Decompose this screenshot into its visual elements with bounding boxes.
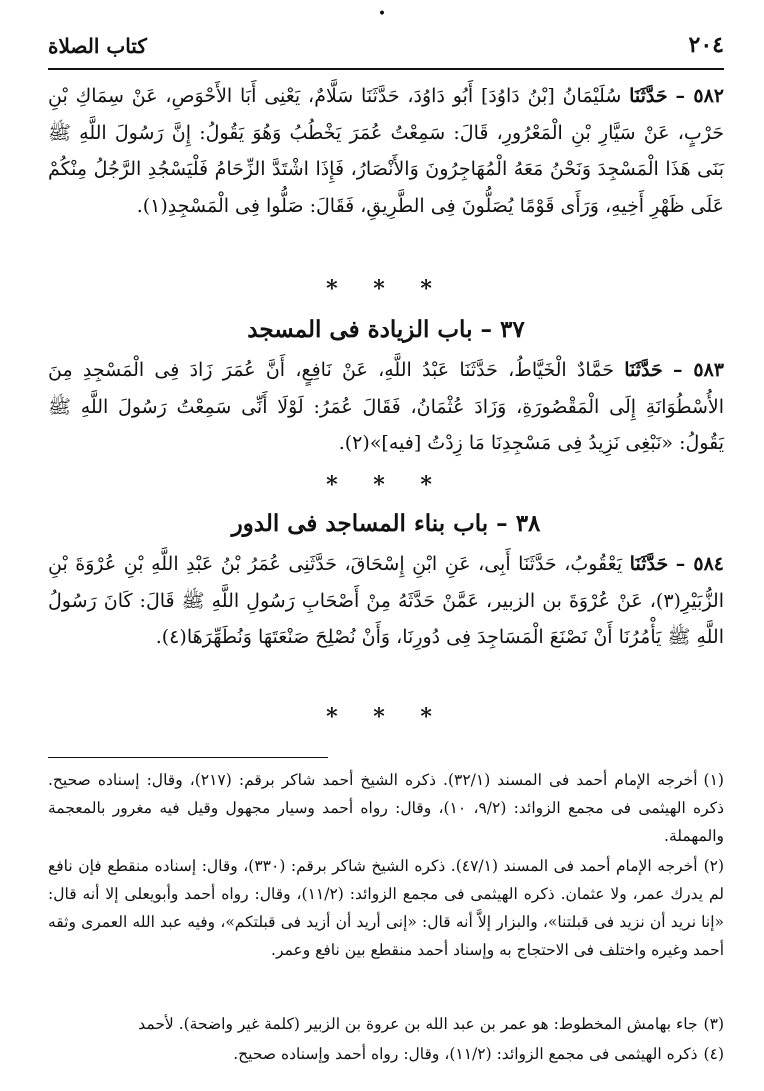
hadith-lead: حَدَّثَنَا: [629, 85, 668, 107]
header-rule: [48, 68, 724, 70]
top-mark: •: [377, 6, 387, 22]
footnote-text: جاء بهامش المخطوط: هو عمر بن عبد الله بن عروة بن الزبير (كلمة غير واضحة). لأحمد: [138, 1015, 698, 1033]
chapter-38-heading: ٣٨ – باب بناء المساجد فى الدور: [231, 510, 541, 537]
footnote-ref-4: (٤).: [155, 626, 187, 648]
footnote-ref-1: (١).: [136, 194, 168, 217]
separator-stars: * * *: [326, 472, 446, 498]
footnote-ref-2: (٢).: [338, 432, 370, 454]
footnote-number: (٢): [703, 857, 725, 875]
footnote-number: (٣): [703, 1015, 724, 1033]
book-title: كتاب الصلاة: [48, 34, 147, 58]
separator-stars: * * *: [326, 704, 446, 730]
page-number: ٢٠٤: [688, 32, 724, 58]
footnote-1: [48, 766, 724, 850]
footnote-3: [48, 1010, 724, 1038]
hadith-text: حَمَّادٌ الْخَيَّاطُ، حَدَّثَنَا عَبْدُ اللَّهِ، عَنْ نَافِعٍ، أَنَّ عُمَرَ زَادَ فِى الْمَسْجِدِ مِنَ الأُسْطُوَانَةِ إِلَى الْمَقْصُورَةِ، وَزَادَ عُثْمَانُ، فَقَالَ عُمَرُ: لَوْلَا أَنِّى سَمِعْتُ رَسُولَ اللَّهِ ﷺ يَقُولُ: «نَبْغِى نَزِيدُ فِى مَسْجِدِنَا مَا زِدْتُ [فيه]»: [48, 359, 724, 454]
hadith-583: [48, 352, 724, 462]
footnote-2: [48, 852, 724, 964]
page-header: [48, 30, 724, 64]
footnote-text: ذكره الهيثمى فى مجمع الزوائد: (١١/٢)، وقال: رواه أحمد وإسناده صحيح.: [233, 1045, 698, 1063]
hadith-text: سُلَيْمَانُ [بْنُ دَاوُدَ] أَبُو دَاوُدَ، حَدَّثَنَا سَلَّامٌ، يَعْنِى أَبَا الأَحْوَصِ، عَنْ سِمَاكِ بْنِ حَرْبٍ، عَنْ سَيَّارِ بْنِ الْمَعْرُورِ، قَالَ: سَمِعْتُ عُمَرَ يَخْطُبُ وَهُوَ يَقُولُ: إِنَّ رَسُولَ اللَّهِ ﷺ بَنَى هَذَا الْمَسْجِدَ وَنَحْنُ مَعَهُ الْمُهَاجِرُونَ وَالأَنْصَارُ، فَإِذَا اشْتَدَّ الزِّحَامُ فَلْيَسْجُدِ الرَّجُلُ مِنْكُمْ عَلَى ظَهْرِ أَخِيهِ، وَرَأَى قَوْمًا يُصَلُّونَ فِى الطَّرِيقِ، فَقَالَ: صَلُّوا فِى الْمَسْجِدِ: [48, 85, 724, 217]
hadith-number: ٥٨٤ –: [675, 553, 724, 575]
hadith-lead: حَدَّثَنَا: [629, 553, 669, 575]
hadith-text: يَعْقُوبُ، حَدَّثَنَا أَبِى، عَنِ ابْنِ إِسْحَاقَ، حَدَّثَنِى عُمَرُ بْنُ عَبْدِ اللَّهِ بْنِ عُرْوَةَ بْنِ الزُّبَيْرِ(٣)، عَنْ عُرْوَةَ بن الزبير، عَمَّنْ حَدَّثَهُ مِنْ أَصْحَابِ رَسُولِ اللَّهِ ﷺ قَالَ: كَانَ رَسُولُ اللَّهِ ﷺ يَأْمُرُنَا أَنْ نَصْنَعَ الْمَسَاجِدَ فِى دُورِنَا، وَأَنْ نُصْلِحَ صَنْعَتَهَا وَنُطَهِّرَهَا: [48, 553, 724, 648]
hadith-number: ٥٨٢ –: [675, 85, 725, 107]
separator-stars: * * *: [326, 276, 446, 302]
hadith-number: ٥٨٣ –: [673, 359, 725, 381]
footnote-text: أخرجه الإمام أحمد فى المسند (٤٧/١). ذكره الشيخ شاكر برقم: (٣٣٠)، وقال: إسناده منقطع فإن نافع لم يدرك عمر، ولا عثمان. ذكره الهيثمى فى مجمع الزوائد: (١١/٢)، وقال: رواه أحمد وأبويعلى إلا أنه قال: «إنا نريد أن نزيد فى قبلتنا»، والبزار إلاَّ أنه قال: «إنى أريد أن أزيد فى قبلتكم»، وفيه عبد الله العمرى وثقه أحمد وغيره واختلف فى الاحتجاج به وإسناد أحمد منقطع بين نافع وعمر.: [48, 857, 724, 959]
hadith-584: [48, 546, 724, 656]
footnote-number: (٤): [703, 1045, 724, 1063]
hadith-lead: حَدَّثَنَا: [624, 359, 663, 381]
footnote-4: [48, 1040, 724, 1068]
hadith-582: [48, 78, 724, 224]
footnote-text: أخرجه الإمام أحمد فى المسند (٣٢/١). ذكره الشيخ أحمد شاكر برقم: (٢١٧)، وقال: إسناده صحيح. ذكره الهيثمى فى مجمع الزوائد: (٩/٢، ١٠)، وقال: رواه أحمد وسيار مجهول وقيل فيه مغرور بالمعجمة والمهملة.: [48, 771, 724, 845]
footnote-rule: [48, 757, 328, 758]
footnote-number: (١): [703, 771, 724, 789]
chapter-37-heading: ٣٧ – باب الزيادة فى المسجد: [247, 316, 525, 343]
